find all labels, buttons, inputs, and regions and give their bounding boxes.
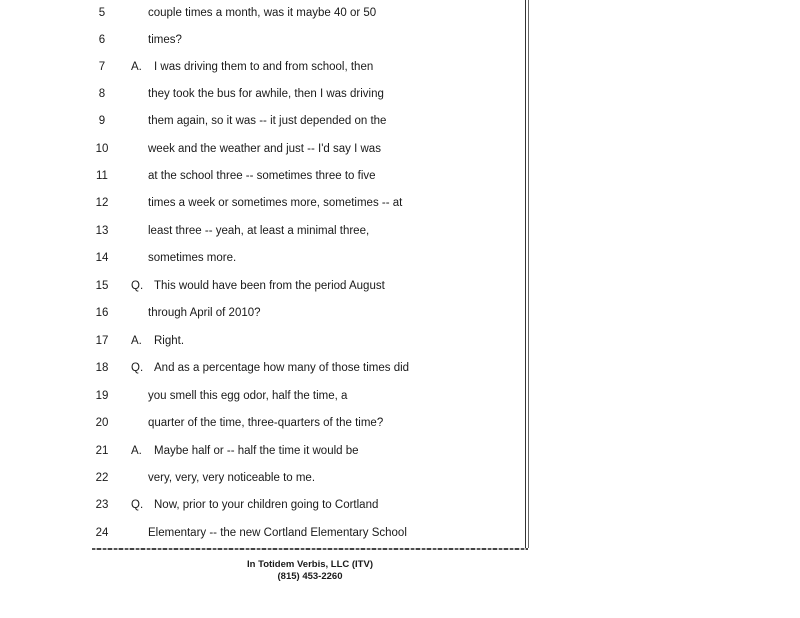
transcript-line [0,3,525,23]
line-number: 21 [95,445,109,457]
line-number: 18 [95,362,109,374]
line-text: times? [148,34,182,46]
line-number: 10 [95,143,109,155]
transcript-line [0,193,525,213]
line-text: Maybe half or -- half the time it would be [154,445,359,457]
line-number: 13 [95,225,109,237]
page-border-right-outer [528,0,529,548]
line-text: you smell this egg odor, half the time, a [148,390,348,402]
speaker-label: Q. [131,280,144,292]
line-text: they took the bus for awhile, then I was driving [148,88,384,100]
line-number: 8 [98,88,106,100]
line-number: 17 [95,335,109,347]
line-number: 24 [95,527,109,539]
line-number: 6 [98,34,106,46]
transcript-line [0,303,525,323]
line-text: And as a percentage how many of those times did [154,362,410,374]
transcript-line [0,441,525,461]
line-text: very, very, very noticeable to me. [148,472,316,484]
transcript-line [0,358,525,378]
line-number: 9 [98,115,106,127]
line-text: sometimes more. [148,252,237,264]
transcript-line [0,166,525,186]
transcript-line [0,276,525,296]
transcript-line [0,331,525,351]
line-text: through April of 2010? [148,307,261,319]
transcript-line [0,523,525,543]
line-number: 16 [95,307,109,319]
page-border-right [525,0,526,548]
transcript-line [0,413,525,433]
transcript-line [0,30,525,50]
line-number: 19 [95,390,109,402]
line-text: times a week or sometimes more, sometimes -- at [148,197,403,209]
line-number: 23 [95,499,109,511]
transcript-line [0,221,525,241]
line-number: 7 [98,61,106,73]
footer-phone: (815) 453-2260 [277,571,343,582]
line-text: at the school three -- sometimes three to five [148,170,376,182]
line-number: 12 [95,197,109,209]
line-text: This would have been from the period August [154,280,385,292]
transcript-line [0,495,525,515]
line-number: 11 [96,170,108,182]
line-text: week and the weather and just -- I'd say I was [148,143,381,155]
transcript-line [0,468,525,488]
speaker-label: Q. [131,499,144,511]
line-text: Now, prior to your children going to Cortland [154,499,379,511]
speaker-label: A. [131,61,142,73]
transcript-line [0,84,525,104]
line-text: quarter of the time, three-quarters of the time? [148,417,384,429]
speaker-label: A. [131,445,142,457]
speaker-label: Q. [131,362,144,374]
line-text: couple times a month, was it maybe 40 or 50 [148,7,377,19]
line-number: 15 [95,280,109,292]
page-border-bottom [92,548,528,550]
line-text: I was driving them to and from school, then [154,61,374,73]
transcript-line [0,248,525,268]
line-text: least three -- yeah, at least a minimal three, [148,225,370,237]
transcript-line [0,57,525,77]
line-number: 14 [95,252,109,264]
line-text: Right. [154,335,185,347]
footer-company: In Totidem Verbis, LLC (ITV) [247,559,373,570]
line-number: 22 [95,472,109,484]
line-number: 20 [95,417,109,429]
speaker-label: A. [131,335,142,347]
line-text: Elementary -- the new Cortland Elementary School [148,527,407,539]
transcript-line [0,386,525,406]
transcript-line [0,139,525,159]
line-number: 5 [98,7,106,19]
line-text: them again, so it was -- it just depended on the [148,115,387,127]
transcript-line [0,111,525,131]
